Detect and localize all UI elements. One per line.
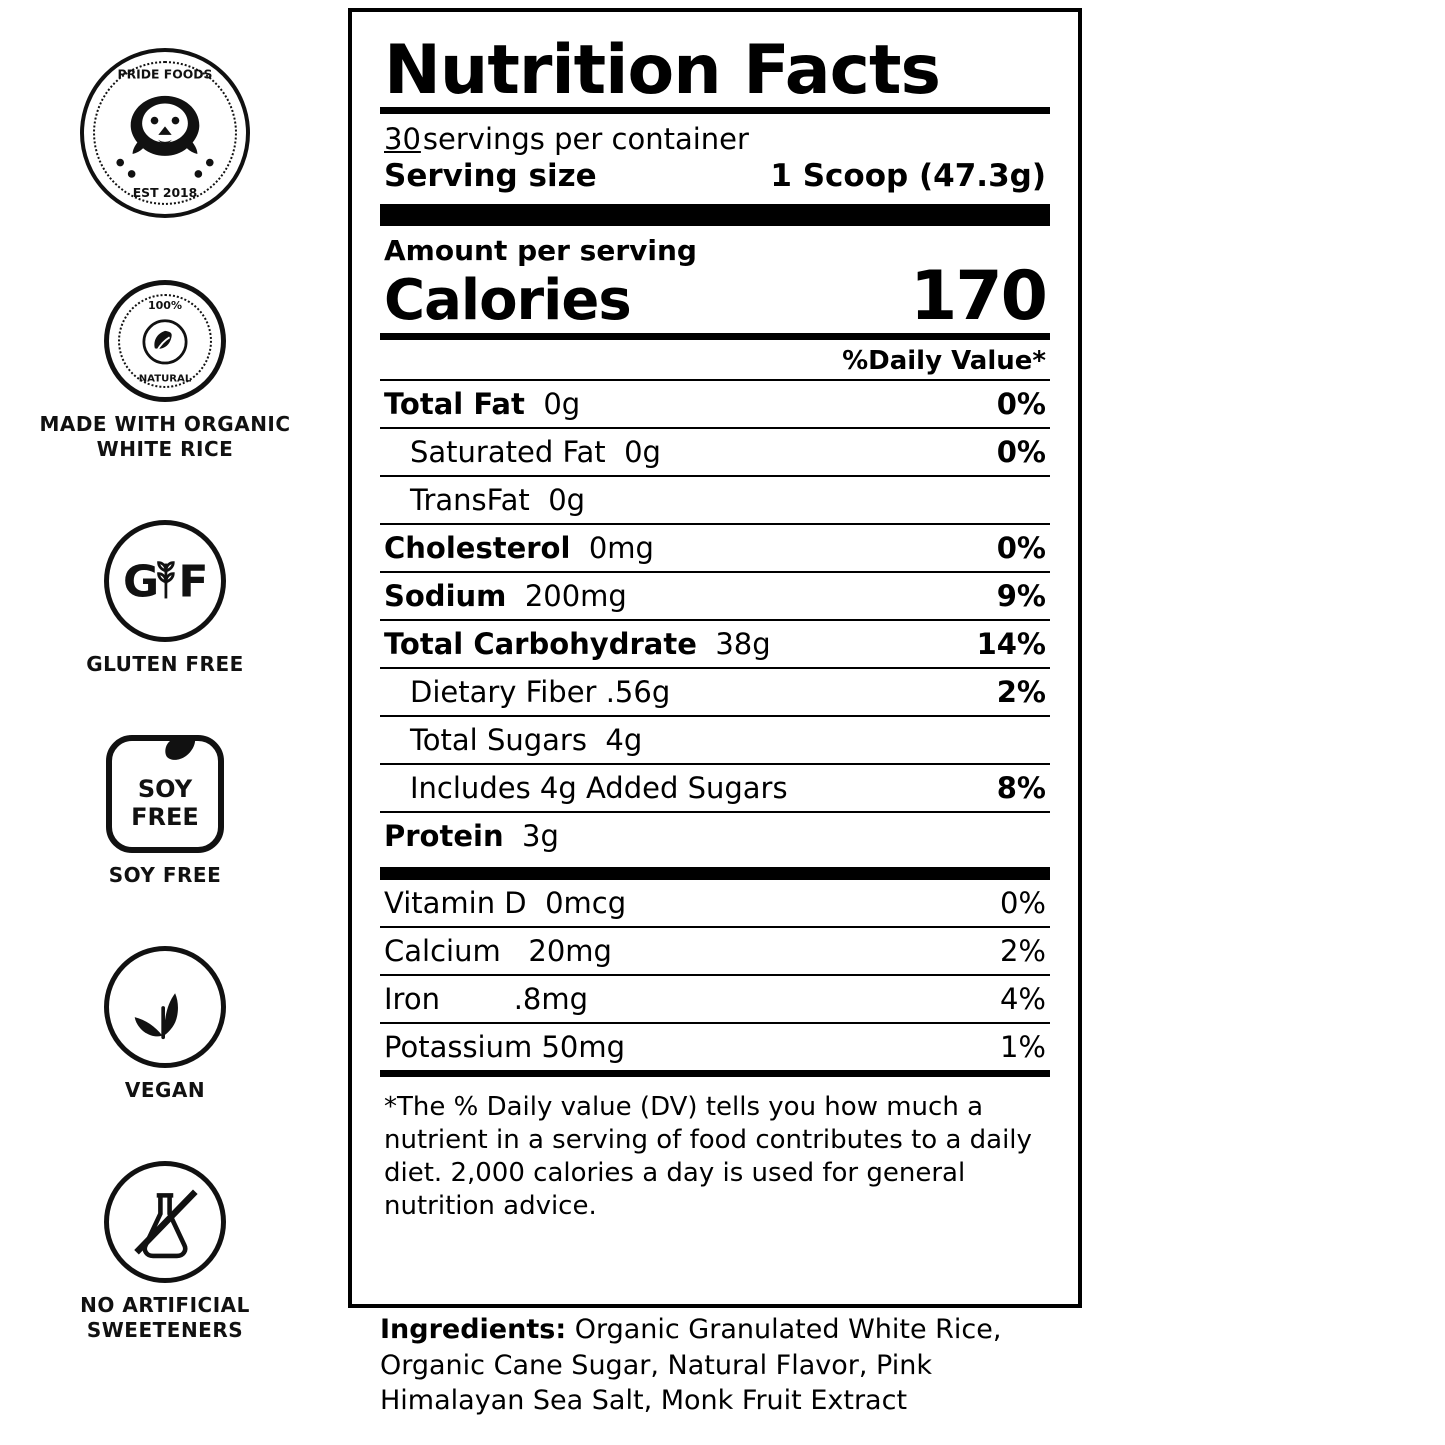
vitamin-amount: .8mg: [513, 981, 589, 1016]
serving-size-label: Serving size: [384, 157, 597, 194]
nutrient-amount: 4g: [605, 722, 643, 757]
badge-pride-foods: [15, 48, 315, 218]
divider-before-footnote: [380, 1070, 1050, 1077]
divider-before-vitamins: [380, 867, 1050, 880]
vitamin-amount: 20mg: [528, 933, 612, 968]
vitamin-row-vitamin-d: [380, 880, 1050, 926]
badge-no-artificial-sweeteners: [15, 1161, 315, 1343]
nutrient-percent: 2%: [996, 674, 1046, 709]
nutrient-label: Includes 4g Added Sugars: [410, 770, 788, 805]
badge-gluten-free: [15, 520, 315, 677]
soy-free-icon: [106, 735, 224, 853]
natural-leaf-icon: [104, 280, 226, 402]
vitamin-percent: 0%: [999, 885, 1046, 920]
nutrient-amount: 0mg: [588, 530, 654, 565]
nutrient-label: Sodium: [384, 578, 507, 613]
nutrition-facts-panel: [348, 8, 1082, 1308]
nutrient-percent: 14%: [976, 626, 1046, 661]
nutrient-label: Cholesterol: [384, 530, 571, 565]
nutrient-row-dietary-fiber: [380, 667, 1050, 715]
nutrient-row-total-carbohydrate: [380, 619, 1050, 667]
nutrient-label: Total Fat: [384, 386, 525, 421]
calories-row: [384, 256, 1046, 336]
nutrient-row-protein: [380, 811, 1050, 859]
nutrient-percent: 0%: [996, 434, 1046, 469]
svg-text:G: G: [123, 556, 160, 608]
no-artificial-sweeteners-icon: [104, 1161, 226, 1283]
vitamin-row-calcium: [380, 926, 1050, 974]
divider-thick-top: [380, 204, 1050, 226]
vitamin-percent: 1%: [999, 1029, 1046, 1064]
svg-text:F: F: [178, 556, 209, 608]
ingredients-text: Organic Granulated White Rice, Organic Cane Sugar, Natural Flavor, Pink Himalayan Sea Salt, Monk Fruit Extract: [380, 1314, 1002, 1417]
svg-text:EST 2018: EST 2018: [132, 185, 198, 200]
badge-caption-gluten-free: GLUTEN FREE: [86, 652, 244, 676]
vitamin-amount: 50mg: [541, 1029, 626, 1064]
nutrient-row-trans-fat: [380, 475, 1050, 523]
svg-text:FREE: FREE: [131, 803, 199, 831]
nutrient-amount: 200mg: [524, 578, 627, 613]
vitamin-label: Calcium: [384, 933, 501, 968]
vitamin-row-potassium: [380, 1022, 1050, 1070]
nutrient-amount: 0g: [624, 434, 661, 469]
serving-size-value: 1 Scoop (47.3g): [770, 157, 1046, 194]
nutrient-amount: 38g: [715, 626, 771, 661]
badge-organic-white-rice: [15, 280, 315, 462]
nutrient-label: Protein: [384, 818, 504, 853]
badge-caption-soy-free: SOY FREE: [108, 863, 222, 887]
ingredients-block: [380, 1312, 1080, 1419]
nutrient-row-saturated-fat: [380, 427, 1050, 475]
nutrient-row-sodium: [380, 571, 1050, 619]
vitamin-label: Potassium: [384, 1029, 533, 1064]
nutrient-row-cholesterol: [380, 523, 1050, 571]
nutrient-amount: 0g: [548, 482, 586, 517]
gluten-free-icon: [104, 520, 226, 642]
badge-vegan: [15, 946, 315, 1103]
badge-caption-vegan: VEGAN: [124, 1078, 206, 1102]
vitamin-row-iron: [380, 974, 1050, 1022]
page-title: Nutrition Facts: [384, 31, 940, 110]
badge-caption-organic-white-rice: MADE WITH ORGANIC WHITE RICE: [39, 412, 291, 461]
nutrient-percent: 0%: [996, 530, 1046, 565]
vitamin-amount: 0mcg: [545, 885, 627, 920]
amount-per-serving-label: Amount per serving: [384, 233, 697, 267]
nutrient-amount: 3g: [522, 818, 559, 853]
nutrient-percent: 9%: [996, 578, 1046, 613]
badge-caption-no-artificial-sweeteners: NO ARTIFICIAL SWEETENERS: [80, 1293, 250, 1342]
vitamin-label: Iron: [384, 981, 440, 1016]
nutrient-percent: 8%: [996, 770, 1046, 805]
vitamin-percent: 4%: [999, 981, 1046, 1016]
svg-text:NATURAL: NATURAL: [138, 373, 192, 385]
svg-text:PRIDE FOODS: PRIDE FOODS: [117, 67, 213, 82]
nutrient-label: Saturated Fat: [410, 434, 606, 469]
vegan-leaf-icon: [104, 946, 226, 1068]
vitamin-label: Vitamin D: [384, 885, 527, 920]
pride-foods-logo-icon: [80, 48, 250, 218]
serving-size-row: [384, 158, 1046, 194]
nutrient-row-total-sugars: [380, 715, 1050, 763]
nutrient-label: Total Sugars: [410, 722, 587, 757]
servings-count: 30: [384, 121, 421, 156]
nutrient-label: Total Carbohydrate: [384, 626, 697, 661]
calories-value: 170: [910, 256, 1046, 336]
nutrient-amount: 0g: [543, 386, 581, 421]
daily-value-header: %Daily Value*: [842, 345, 1046, 376]
svg-text:100%: 100%: [148, 298, 182, 312]
nutrient-label: Dietary Fiber: [410, 674, 597, 709]
daily-value-footnote: *The % Daily value (DV) tells you how much a nutrient in a serving of food contributes to a daily diet. 2,000 calories a day is used for general nutrition advice.: [384, 1091, 1032, 1222]
badge-soy-free: [15, 735, 315, 888]
servings-per-container: [384, 122, 1050, 156]
vitamin-percent: 2%: [999, 933, 1046, 968]
nutrient-percent: 0%: [996, 386, 1046, 421]
nutrient-amount: .56g: [605, 674, 671, 709]
servings-per-container-label: servings per container: [422, 121, 749, 156]
nutrient-row-total-fat: [380, 379, 1050, 427]
nutrient-row-added-sugars: [380, 763, 1050, 811]
calories-label: Calories: [384, 267, 631, 333]
svg-text:SOY: SOY: [137, 775, 193, 803]
certification-badge-column: [0, 0, 330, 1445]
ingredients-label: Ingredients:: [380, 1314, 567, 1345]
nutrient-label: TransFat: [410, 482, 530, 517]
